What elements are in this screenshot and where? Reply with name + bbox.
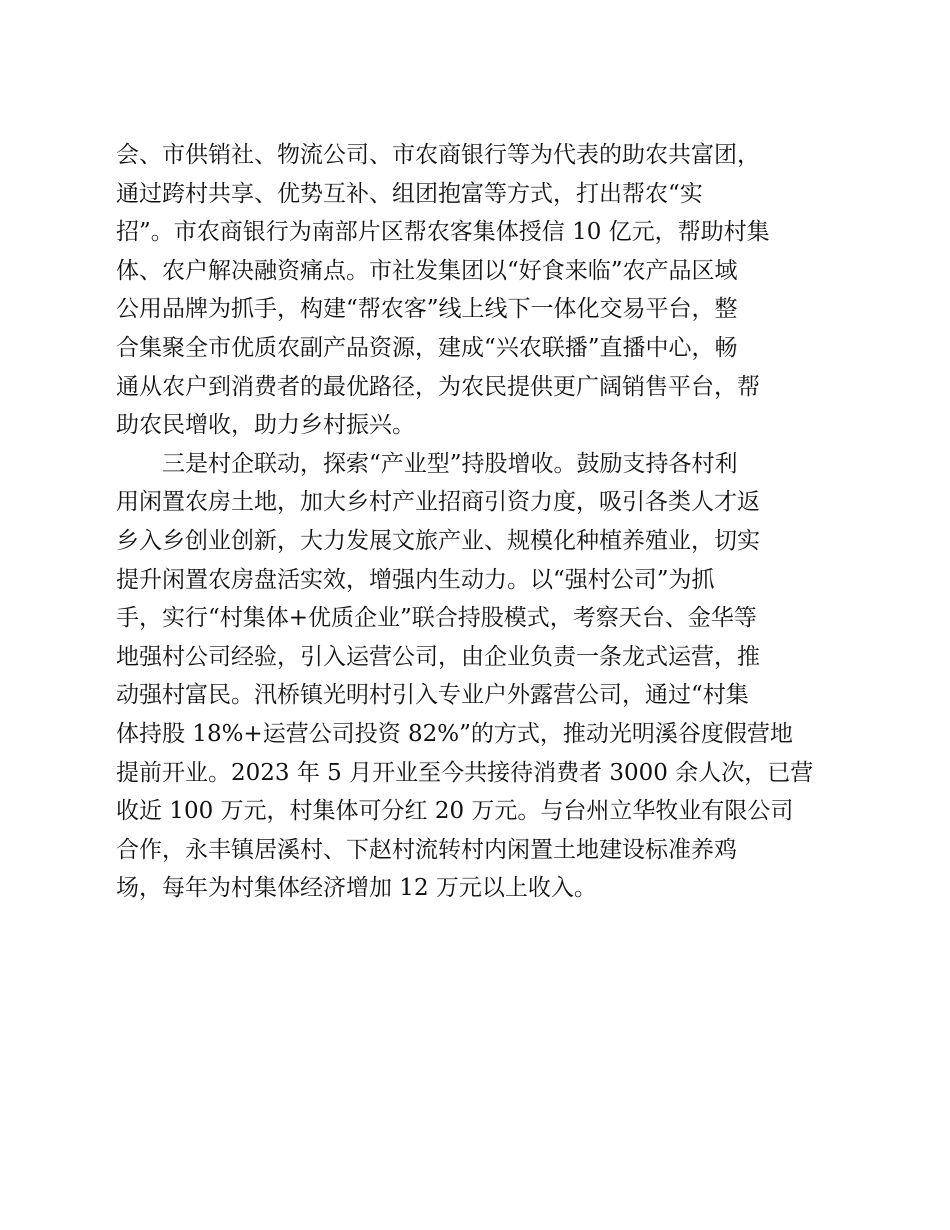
text-line: 提升闲置农房盘活实效，增强内生动力。以“强村公司”为抓 [116, 566, 715, 593]
text-line: 动强村富民。汛桥镇光明村引入专业户外露营公司，通过“村集 [116, 682, 749, 709]
text-line: 用闲置农房土地，加大乡村产业招商引资力度，吸引各类人才返 [116, 489, 760, 516]
text-line: 会、市供销社、物流公司、市农商银行等为代表的助农共富团， [116, 142, 760, 168]
text-line: 手，实行“村集体+优质企业”联合持股模式，考察天台、金华等 [116, 605, 757, 632]
text-line: 合集聚全市优质农副产品资源，建成“兴农联播”直播中心，畅 [116, 334, 738, 361]
text-line: 体、农户解决融资痛点。市社发集团以“好食来临”农产品区域 [116, 257, 738, 284]
paragraph-start-line: 三是村企联动，探索“产业型”持股增收。鼓励支持各村利 [162, 450, 738, 477]
text-line: 场，每年为村集体经济增加 12 万元以上收入。 [116, 875, 597, 902]
text-line: 合作，永丰镇居溪村、下赵村流转村内闲置土地建设标准养鸡 [116, 836, 737, 863]
text-line: 通从农户到消费者的最优路径，为农民提供更广阔销售平台，帮 [116, 373, 760, 400]
text-line: 体持股 18%+运营公司投资 82%”的方式，推动光明溪谷度假营地 [116, 720, 793, 747]
text-line: 提前开业。2023 年 5 月开业至今共接待消费者 3000 余人次，已营 [116, 759, 814, 786]
text-line: 地强村公司经验，引入运营公司，由企业负责一条龙式运营，推 [116, 643, 760, 670]
text-line: 乡入乡创业创新，大力发展文旅产业、规模化种植养殖业，切实 [116, 527, 760, 554]
text-line: 收近 100 万元，村集体可分红 20 万元。与台州立华牧业有限公司 [116, 798, 794, 825]
text-line: 公用品牌为抓手，构建“帮农客”线上线下一体化交易平台，整 [116, 296, 738, 323]
text-line: 通过跨村共享、优势互补、组团抱富等方式，打出帮农“实 [116, 180, 703, 207]
text-line: 助农民增收，助力乡村振兴。 [116, 412, 415, 439]
text-line: 招”。市农商银行为南部片区帮农客集体授信 10 亿元，帮助村集 [116, 219, 770, 246]
document-body [116, 136, 836, 908]
